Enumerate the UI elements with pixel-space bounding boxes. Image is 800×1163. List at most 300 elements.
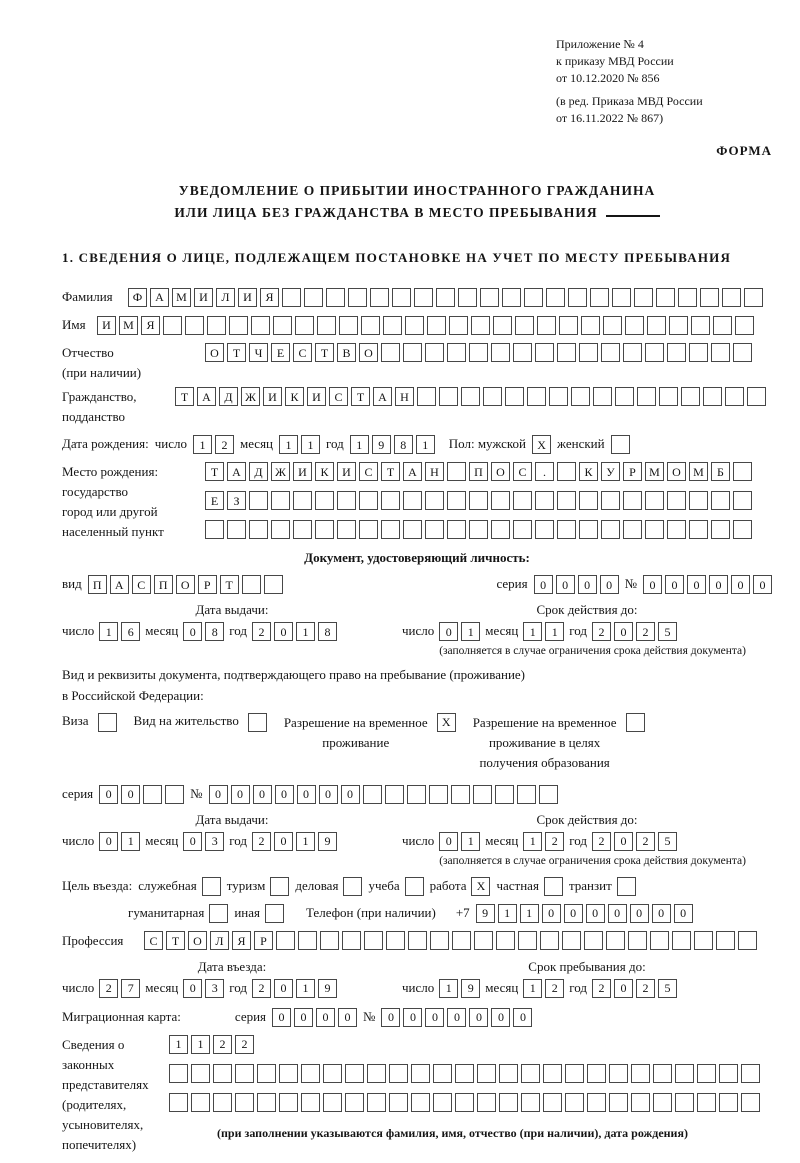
sex-female-checkbox[interactable] [611,435,630,454]
char-cell[interactable]: 0 [99,785,118,804]
char-cell[interactable] [301,1064,320,1083]
char-cell[interactable]: 0 [272,1008,291,1027]
char-cell[interactable] [571,387,590,406]
char-cell[interactable]: А [373,387,392,406]
purpose-transit-checkbox[interactable] [617,877,636,896]
char-cell[interactable]: А [150,288,169,307]
char-cell[interactable] [568,288,587,307]
char-cell[interactable]: 1 [296,622,315,641]
char-cell[interactable] [623,343,642,362]
temp-residence-checkbox[interactable]: X [437,713,456,732]
char-cell[interactable] [381,491,400,510]
char-cell[interactable] [477,1064,496,1083]
char-cell[interactable]: 2 [252,979,271,998]
char-cell[interactable] [386,931,405,950]
char-cell[interactable] [562,931,581,950]
char-cell[interactable]: 1 [523,832,542,851]
char-cell[interactable] [403,343,422,362]
char-cell[interactable]: Т [205,462,224,481]
char-cell[interactable] [469,520,488,539]
char-cell[interactable]: С [132,575,151,594]
purpose-humanitarian-checkbox[interactable] [209,904,228,923]
char-cell[interactable]: 0 [447,1008,466,1027]
char-cell[interactable] [543,1064,562,1083]
char-cell[interactable] [361,316,380,335]
char-cell[interactable] [535,520,554,539]
char-cell[interactable]: 0 [338,1008,357,1027]
char-cell[interactable] [733,343,752,362]
char-cell[interactable]: 0 [542,904,561,923]
char-cell[interactable]: Н [425,462,444,481]
char-cell[interactable]: К [315,462,334,481]
char-cell[interactable]: 0 [534,575,553,594]
char-cell[interactable] [606,931,625,950]
char-cell[interactable] [601,520,620,539]
char-cell[interactable]: 0 [439,832,458,851]
char-cell[interactable] [169,1093,188,1112]
residence-permit-checkbox[interactable] [248,713,267,732]
char-cell[interactable] [669,316,688,335]
char-cell[interactable] [517,785,536,804]
char-cell[interactable]: С [329,387,348,406]
char-cell[interactable] [713,316,732,335]
char-cell[interactable] [273,316,292,335]
char-cell[interactable]: 3 [205,979,224,998]
char-cell[interactable]: Д [219,387,238,406]
char-cell[interactable]: Ч [249,343,268,362]
char-cell[interactable]: И [307,387,326,406]
char-cell[interactable]: П [154,575,173,594]
char-cell[interactable] [477,1093,496,1112]
char-cell[interactable]: Ж [271,462,290,481]
char-cell[interactable] [185,316,204,335]
char-cell[interactable]: А [403,462,422,481]
char-cell[interactable]: О [176,575,195,594]
char-cell[interactable]: М [119,316,138,335]
char-cell[interactable] [169,1064,188,1083]
char-cell[interactable]: 1 [350,435,369,454]
char-cell[interactable]: 1 [520,904,539,923]
char-cell[interactable]: П [469,462,488,481]
char-cell[interactable]: 2 [592,979,611,998]
char-cell[interactable]: 9 [372,435,391,454]
char-cell[interactable]: 2 [636,622,655,641]
char-cell[interactable]: 1 [191,1035,210,1054]
char-cell[interactable]: 6 [121,622,140,641]
char-cell[interactable] [716,931,735,950]
char-cell[interactable] [601,491,620,510]
char-cell[interactable]: 0 [297,785,316,804]
char-cell[interactable] [527,387,546,406]
char-cell[interactable]: 1 [416,435,435,454]
char-cell[interactable] [733,520,752,539]
char-cell[interactable] [539,785,558,804]
char-cell[interactable]: 0 [99,832,118,851]
char-cell[interactable]: Ф [128,288,147,307]
char-cell[interactable]: С [513,462,532,481]
edu-residence-checkbox[interactable] [626,713,645,732]
char-cell[interactable] [738,931,757,950]
char-cell[interactable]: А [110,575,129,594]
char-cell[interactable]: Р [254,931,273,950]
char-cell[interactable]: 9 [461,979,480,998]
char-cell[interactable]: 0 [614,979,633,998]
char-cell[interactable] [279,1064,298,1083]
char-cell[interactable]: Б [711,462,730,481]
char-cell[interactable]: И [97,316,116,335]
char-cell[interactable]: 0 [183,622,202,641]
char-cell[interactable]: 5 [658,832,677,851]
char-cell[interactable] [653,1093,672,1112]
char-cell[interactable]: 0 [274,979,293,998]
char-cell[interactable] [326,288,345,307]
char-cell[interactable] [315,491,334,510]
char-cell[interactable] [675,1064,694,1083]
char-cell[interactable]: 0 [674,904,693,923]
char-cell[interactable] [425,520,444,539]
purpose-business-checkbox[interactable] [202,877,221,896]
char-cell[interactable] [381,520,400,539]
char-cell[interactable]: 2 [545,832,564,851]
char-cell[interactable] [623,520,642,539]
char-cell[interactable] [385,785,404,804]
char-cell[interactable]: Е [271,343,290,362]
char-cell[interactable]: Л [216,288,235,307]
char-cell[interactable] [235,1064,254,1083]
char-cell[interactable]: 2 [636,979,655,998]
char-cell[interactable] [455,1093,474,1112]
char-cell[interactable] [549,387,568,406]
char-cell[interactable] [298,931,317,950]
char-cell[interactable]: О [359,343,378,362]
char-cell[interactable] [537,316,556,335]
char-cell[interactable]: 0 [403,1008,422,1027]
char-cell[interactable]: К [579,462,598,481]
char-cell[interactable]: 0 [316,1008,335,1027]
char-cell[interactable] [741,1064,760,1083]
char-cell[interactable] [323,1093,342,1112]
char-cell[interactable] [609,1093,628,1112]
char-cell[interactable] [631,1093,650,1112]
char-cell[interactable] [711,343,730,362]
char-cell[interactable]: 2 [99,979,118,998]
char-cell[interactable]: 0 [614,622,633,641]
char-cell[interactable] [447,343,466,362]
char-cell[interactable]: 0 [253,785,272,804]
char-cell[interactable] [659,387,678,406]
char-cell[interactable] [339,316,358,335]
char-cell[interactable] [515,316,534,335]
char-cell[interactable] [593,387,612,406]
char-cell[interactable] [535,343,554,362]
char-cell[interactable]: М [689,462,708,481]
char-cell[interactable]: 0 [341,785,360,804]
char-cell[interactable] [279,1093,298,1112]
char-cell[interactable] [579,520,598,539]
char-cell[interactable] [733,462,752,481]
char-cell[interactable] [293,520,312,539]
char-cell[interactable] [403,520,422,539]
char-cell[interactable] [502,288,521,307]
char-cell[interactable] [403,491,422,510]
char-cell[interactable]: 0 [652,904,671,923]
char-cell[interactable]: 0 [209,785,228,804]
char-cell[interactable] [601,343,620,362]
char-cell[interactable] [264,575,283,594]
char-cell[interactable] [474,931,493,950]
char-cell[interactable] [719,1064,738,1083]
char-cell[interactable]: 8 [205,622,224,641]
char-cell[interactable] [557,462,576,481]
char-cell[interactable]: 1 [461,832,480,851]
char-cell[interactable]: Д [249,462,268,481]
char-cell[interactable]: С [144,931,163,950]
char-cell[interactable] [711,491,730,510]
char-cell[interactable]: К [285,387,304,406]
char-cell[interactable]: Т [351,387,370,406]
char-cell[interactable]: О [188,931,207,950]
char-cell[interactable] [700,288,719,307]
char-cell[interactable] [697,1093,716,1112]
char-cell[interactable]: И [238,288,257,307]
char-cell[interactable]: С [359,462,378,481]
char-cell[interactable] [436,288,455,307]
char-cell[interactable]: 0 [687,575,706,594]
char-cell[interactable] [697,1064,716,1083]
char-cell[interactable] [417,387,436,406]
char-cell[interactable]: 1 [523,979,542,998]
purpose-other-checkbox[interactable] [265,904,284,923]
char-cell[interactable]: 0 [294,1008,313,1027]
char-cell[interactable] [581,316,600,335]
purpose-private-checkbox[interactable] [544,877,563,896]
char-cell[interactable] [367,1093,386,1112]
char-cell[interactable]: 2 [215,435,234,454]
char-cell[interactable] [364,931,383,950]
char-cell[interactable] [451,785,470,804]
char-cell[interactable] [337,520,356,539]
char-cell[interactable] [689,343,708,362]
char-cell[interactable] [227,520,246,539]
char-cell[interactable] [359,520,378,539]
char-cell[interactable] [623,491,642,510]
char-cell[interactable]: С [293,343,312,362]
char-cell[interactable] [411,1093,430,1112]
char-cell[interactable]: З [227,491,246,510]
char-cell[interactable]: А [197,387,216,406]
char-cell[interactable]: 0 [319,785,338,804]
char-cell[interactable] [455,1064,474,1083]
char-cell[interactable] [543,1093,562,1112]
char-cell[interactable] [143,785,162,804]
char-cell[interactable] [345,1093,364,1112]
char-cell[interactable] [207,316,226,335]
char-cell[interactable] [579,343,598,362]
char-cell[interactable]: 0 [556,575,575,594]
char-cell[interactable] [301,1093,320,1112]
char-cell[interactable]: Т [315,343,334,362]
char-cell[interactable] [491,491,510,510]
char-cell[interactable] [473,785,492,804]
char-cell[interactable]: Я [232,931,251,950]
char-cell[interactable] [587,1064,606,1083]
char-cell[interactable]: У [601,462,620,481]
char-cell[interactable]: 0 [491,1008,510,1027]
char-cell[interactable]: 1 [296,832,315,851]
char-cell[interactable]: 0 [425,1008,444,1027]
char-cell[interactable] [694,931,713,950]
char-cell[interactable] [249,520,268,539]
char-cell[interactable]: 0 [608,904,627,923]
char-cell[interactable] [557,491,576,510]
char-cell[interactable] [725,387,744,406]
char-cell[interactable] [491,520,510,539]
char-cell[interactable] [411,1064,430,1083]
char-cell[interactable] [257,1064,276,1083]
char-cell[interactable] [461,387,480,406]
char-cell[interactable] [458,288,477,307]
char-cell[interactable] [667,343,686,362]
char-cell[interactable] [524,288,543,307]
char-cell[interactable]: О [667,462,686,481]
char-cell[interactable] [433,1064,452,1083]
char-cell[interactable] [430,931,449,950]
char-cell[interactable] [337,491,356,510]
char-cell[interactable]: 0 [513,1008,532,1027]
char-cell[interactable] [163,316,182,335]
char-cell[interactable] [579,491,598,510]
char-cell[interactable] [672,931,691,950]
char-cell[interactable] [282,288,301,307]
char-cell[interactable] [645,343,664,362]
char-cell[interactable] [205,520,224,539]
char-cell[interactable] [587,1093,606,1112]
char-cell[interactable] [521,1093,540,1112]
char-cell[interactable] [744,288,763,307]
char-cell[interactable]: Т [166,931,185,950]
char-cell[interactable] [271,491,290,510]
char-cell[interactable] [625,316,644,335]
char-cell[interactable]: 0 [614,832,633,851]
char-cell[interactable] [414,288,433,307]
char-cell[interactable] [711,520,730,539]
char-cell[interactable] [678,288,697,307]
char-cell[interactable]: 7 [121,979,140,998]
char-cell[interactable] [615,387,634,406]
char-cell[interactable] [535,491,554,510]
char-cell[interactable] [540,931,559,950]
char-cell[interactable] [496,931,515,950]
char-cell[interactable]: 0 [274,622,293,641]
char-cell[interactable] [469,491,488,510]
char-cell[interactable]: 8 [394,435,413,454]
char-cell[interactable] [367,1064,386,1083]
char-cell[interactable] [513,520,532,539]
char-cell[interactable] [471,316,490,335]
char-cell[interactable] [735,316,754,335]
char-cell[interactable]: 2 [252,832,271,851]
char-cell[interactable]: 0 [665,575,684,594]
char-cell[interactable] [667,491,686,510]
char-cell[interactable] [495,785,514,804]
char-cell[interactable] [425,491,444,510]
char-cell[interactable]: Р [198,575,217,594]
char-cell[interactable]: 0 [183,832,202,851]
char-cell[interactable] [603,316,622,335]
char-cell[interactable] [513,343,532,362]
char-cell[interactable]: И [337,462,356,481]
char-cell[interactable] [447,462,466,481]
char-cell[interactable]: 2 [252,622,271,641]
char-cell[interactable] [493,316,512,335]
char-cell[interactable] [681,387,700,406]
char-cell[interactable]: 2 [545,979,564,998]
char-cell[interactable] [559,316,578,335]
char-cell[interactable]: 0 [753,575,772,594]
char-cell[interactable] [634,288,653,307]
char-cell[interactable] [191,1064,210,1083]
char-cell[interactable]: 0 [643,575,662,594]
char-cell[interactable] [689,520,708,539]
char-cell[interactable]: 0 [469,1008,488,1027]
char-cell[interactable] [691,316,710,335]
char-cell[interactable]: Р [623,462,642,481]
char-cell[interactable] [348,288,367,307]
char-cell[interactable] [609,1064,628,1083]
char-cell[interactable] [741,1093,760,1112]
char-cell[interactable] [229,316,248,335]
char-cell[interactable]: Н [395,387,414,406]
char-cell[interactable]: 0 [231,785,250,804]
char-cell[interactable]: 0 [600,575,619,594]
char-cell[interactable]: 1 [439,979,458,998]
char-cell[interactable]: 5 [658,622,677,641]
char-cell[interactable] [323,1064,342,1083]
char-cell[interactable] [733,491,752,510]
char-cell[interactable]: 1 [301,435,320,454]
char-cell[interactable] [191,1093,210,1112]
char-cell[interactable] [491,343,510,362]
char-cell[interactable]: 0 [274,832,293,851]
char-cell[interactable]: 1 [498,904,517,923]
char-cell[interactable]: Т [381,462,400,481]
char-cell[interactable] [433,1093,452,1112]
char-cell[interactable]: А [227,462,246,481]
char-cell[interactable]: Е [205,491,224,510]
char-cell[interactable] [612,288,631,307]
char-cell[interactable] [429,785,448,804]
purpose-study-checkbox[interactable] [405,877,424,896]
char-cell[interactable] [546,288,565,307]
purpose-work-checkbox[interactable]: X [471,877,490,896]
char-cell[interactable]: 1 [523,622,542,641]
char-cell[interactable]: 1 [169,1035,188,1054]
char-cell[interactable]: П [88,575,107,594]
char-cell[interactable] [499,1093,518,1112]
char-cell[interactable] [650,931,669,950]
char-cell[interactable]: 0 [121,785,140,804]
char-cell[interactable] [235,1093,254,1112]
char-cell[interactable]: 0 [275,785,294,804]
char-cell[interactable] [447,491,466,510]
char-cell[interactable] [427,316,446,335]
char-cell[interactable]: Т [220,575,239,594]
char-cell[interactable]: Л [210,931,229,950]
char-cell[interactable] [276,931,295,950]
char-cell[interactable] [480,288,499,307]
char-cell[interactable]: Я [141,316,160,335]
char-cell[interactable]: 0 [630,904,649,923]
